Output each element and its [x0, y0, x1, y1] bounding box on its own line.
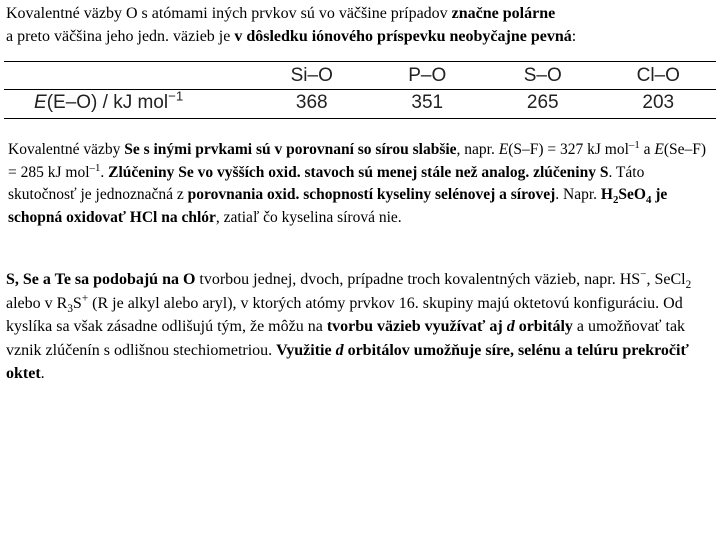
- row-label-text: (E–O) / kJ mol: [46, 91, 169, 113]
- unit-exponent: –1: [628, 138, 640, 151]
- superscript: −: [640, 268, 647, 281]
- bold-text: orbitálov umožňuje síre, selénu a telúru prekročiť oktet: [6, 341, 689, 382]
- text-run: (R je alkyl alebo aryl), v ktorých atómy prvkov 16. skupiny majú oktetovú konfiguráciu. Od kyslíka sa však zásadne odlišujú tým, že môžu na: [6, 294, 683, 335]
- table-corner-cell: [4, 62, 254, 89]
- text-run: .: [100, 163, 109, 181]
- bold-term: porovnania oxid. schopností kyseliny selénovej a sírovej: [187, 186, 556, 203]
- bold-text: Využitie: [276, 341, 336, 359]
- text-run: .: [40, 365, 45, 382]
- bold-term-polar: značne polárne: [451, 5, 556, 22]
- selenium-paragraph: [8, 139, 710, 229]
- bond-header: S–O: [523, 64, 562, 86]
- formula-part: SeO: [618, 186, 646, 203]
- text-run: Kovalentné väzby O s atómami iných prvkov sú vo väčšine prípadov: [6, 5, 452, 22]
- formula-part: je schopná oxidovať HCl na chlór: [8, 186, 668, 226]
- text-run: (Se–F) = 285 kJ mol: [8, 141, 707, 181]
- text-run: . Táto skutočnosť je jednoznačná z: [8, 163, 645, 203]
- bond-header: P–O: [408, 64, 447, 86]
- bond-energy-table: [4, 61, 716, 119]
- bond-header: Si–O: [290, 64, 333, 86]
- energy-symbol: E: [654, 141, 664, 158]
- chalcogen-paragraph: [6, 268, 718, 386]
- text-run: a preto väčšina jeho jedn. väzieb je: [6, 28, 235, 45]
- bold-term: S, Se a Te sa podobajú na O: [6, 271, 196, 288]
- text-run: a umožňovať tak vznik zlúčenín s odlišnou stechiometriou.: [6, 318, 686, 359]
- table-header-row: [4, 62, 716, 89]
- text-run: , zatiaľ čo kyselina sírová nie.: [215, 208, 402, 226]
- bold-term: Se s inými prvkami sú v porovnaní so sírou slabšie: [124, 141, 457, 158]
- energy-value: 265: [526, 91, 559, 113]
- energy-symbol: E: [498, 141, 509, 158]
- energy-value: 351: [411, 91, 444, 113]
- row-label: [4, 89, 254, 116]
- text-run: Kovalentné väzby: [8, 141, 125, 158]
- subscript: 4: [645, 194, 652, 207]
- subscript: 2: [685, 279, 692, 292]
- text-run: S: [72, 294, 82, 312]
- table-row: [4, 89, 716, 116]
- bold-text: orbitály: [514, 318, 573, 335]
- superscript: +: [81, 292, 89, 305]
- bold-term-strong-bonds: v dôsledku iónového príspevku neobyčajne pevná: [234, 28, 572, 45]
- text-run: (S–F) = 327 kJ mol: [508, 141, 629, 158]
- subscript: 3: [67, 302, 73, 315]
- text-run: , SeCl: [646, 271, 686, 288]
- unit-exponent: –1: [89, 161, 101, 174]
- italic-d: d: [335, 341, 344, 359]
- text-run: :: [571, 28, 577, 45]
- unit-exponent: −1: [168, 88, 184, 104]
- energy-symbol: E: [34, 91, 47, 113]
- energy-value: 368: [295, 91, 328, 113]
- text-run: a: [639, 141, 655, 158]
- energy-value: 203: [642, 91, 675, 113]
- italic-d: d: [506, 318, 515, 335]
- bold-term: Zlúčeniny Se vo vyšších oxid. stavoch sú menej stále než analog. zlúčeniny S: [108, 163, 609, 181]
- formula-part: H: [600, 186, 613, 203]
- text-run: . Napr.: [555, 186, 601, 203]
- text-run: tvorbou jednej, dvoch, prípadne troch kovalentných väzieb, napr. HS: [195, 271, 641, 288]
- text-run: , napr.: [456, 141, 499, 158]
- bold-term: [327, 318, 573, 335]
- text-run: alebo v R: [6, 294, 68, 312]
- bond-header: Cl–O: [636, 64, 680, 86]
- bold-text: tvorbu väzieb využívať aj: [326, 318, 507, 335]
- subscript: 2: [612, 194, 619, 207]
- intro-paragraph: [6, 2, 718, 48]
